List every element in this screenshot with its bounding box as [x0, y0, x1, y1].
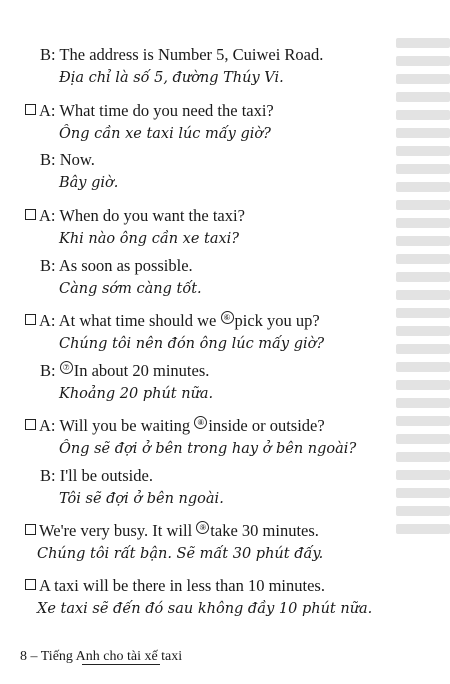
dialogue-line-11-en [25, 576, 325, 596]
checkbox-icon [25, 104, 36, 115]
english-text-continued: inside or outside? [208, 416, 325, 435]
english-text: We're very busy. It will [39, 521, 197, 540]
footnote-marker: ⑨ [196, 521, 209, 534]
english-text: I'll be outside. [59, 466, 153, 485]
dialogue-line-3-vi: Bây giờ. [59, 175, 119, 191]
dialogue-line-8-en [25, 416, 325, 436]
dialogue-line-1-en [40, 45, 323, 65]
dialogue-line-1-vi: Địa chỉ là số 5, đường Thúy Vi. [59, 70, 284, 86]
dialogue-line-4-vi: Khi nào ông cần xe taxi? [59, 231, 240, 247]
dialogue-line-3-en [40, 150, 95, 170]
footnote-marker: ⑦ [60, 361, 73, 374]
speaker-label: A: [39, 311, 56, 330]
dialogue-line-8-vi: Ông sẽ đợi ở bên trong hay ở bên ngoài? [59, 441, 357, 457]
english-text: The address is Number 5, Cuiwei Road. [59, 45, 324, 64]
dialogue-line-4-en [25, 206, 245, 226]
english-text: As soon as possible. [58, 256, 193, 275]
dialogue-line-9-vi: Tôi sẽ đợi ở bên ngoài. [59, 491, 224, 507]
footnote-marker: ⑥ [221, 311, 234, 324]
speaker-label: A: [39, 416, 56, 435]
english-text: What time do you need the taxi? [59, 101, 274, 120]
english-text-continued: In about 20 minutes. [73, 361, 210, 380]
checkbox-icon [25, 419, 36, 430]
checkbox-icon [25, 314, 36, 325]
speaker-label: B: [40, 45, 56, 64]
dialogue-line-5-vi: Càng sớm càng tốt. [59, 281, 202, 297]
dialogue-line-10-vi: Chúng tôi rất bận. Sẽ mất 30 phút đấy. [37, 546, 324, 562]
speaker-label: B: [40, 150, 56, 169]
dialogue-line-7-en [40, 361, 209, 381]
speaker-label: A: [39, 206, 56, 225]
speaker-label: B: [40, 256, 56, 275]
dialogue-line-2-vi: Ông cần xe taxi lúc mấy giờ? [59, 126, 271, 142]
dialogue-line-6-vi: Chúng tôi nên đón ông lúc mấy giờ? [59, 336, 325, 352]
speaker-label: A: [39, 101, 56, 120]
english-text: When do you want the taxi? [59, 206, 245, 225]
english-text: At what time should we [58, 311, 221, 330]
footnote-marker: ⑧ [194, 416, 207, 429]
english-text-continued: pick you up? [234, 311, 320, 330]
dialogue-line-9-en [40, 466, 153, 486]
english-text-continued: take 30 minutes. [210, 521, 319, 540]
page-footer: 8 – Tiếng Anh cho tài xế taxi [20, 649, 183, 664]
english-text: Now. [59, 150, 95, 169]
dialogue-line-5-en [40, 256, 193, 276]
footer-underline [82, 664, 160, 665]
checkbox-icon [25, 579, 36, 590]
dialogue-line-7-vi: Khoảng 20 phút nữa. [59, 386, 214, 402]
speaker-label: B: [40, 361, 56, 380]
dialogue-line-10-en [25, 521, 319, 541]
speaker-label: B: [40, 466, 56, 485]
dialogue-line-2-en [25, 101, 274, 121]
english-text: A taxi will be there in less than 10 minutes. [39, 576, 325, 595]
checkbox-icon [25, 209, 36, 220]
facing-page-bleed-through [388, 30, 450, 630]
dialogue-line-6-en [25, 311, 320, 331]
dialogue-line-11-vi: Xe taxi sẽ đến đó sau không đầy 10 phút nữa. [37, 601, 373, 617]
checkbox-icon [25, 524, 36, 535]
english-text: Will you be waiting [59, 416, 195, 435]
